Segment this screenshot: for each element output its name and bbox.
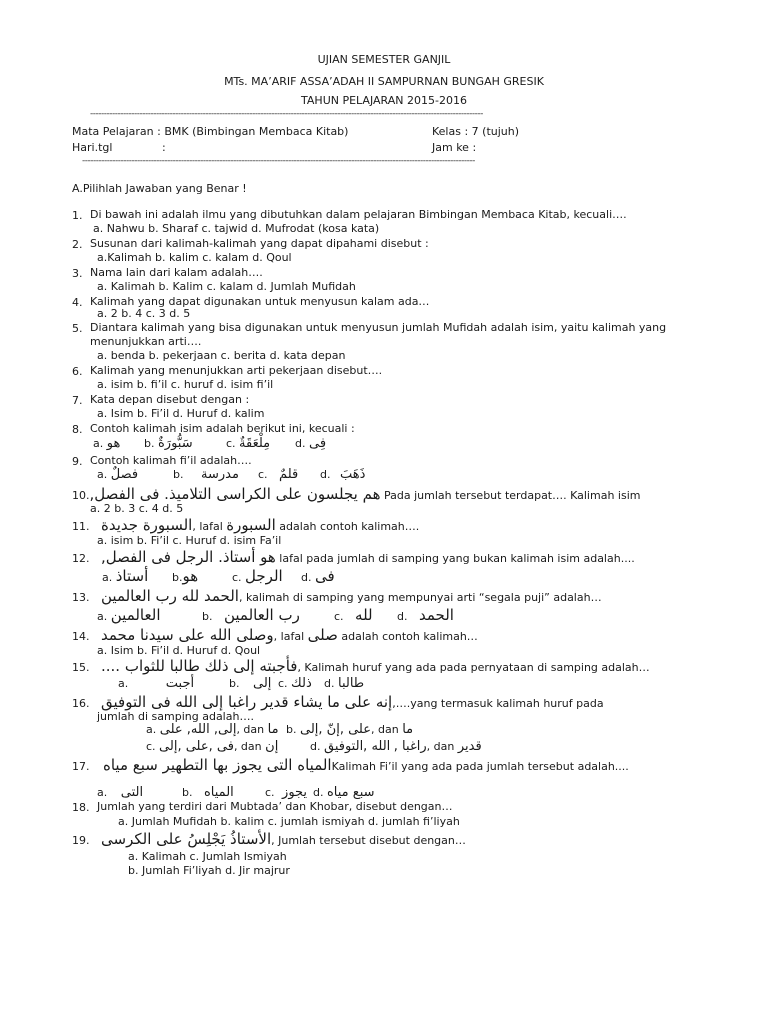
- option-a: [97, 468, 138, 482]
- question-text: Pada jumlah tersebut terdapat…. Kalimah isim: [380, 489, 641, 502]
- question-number: 1.: [72, 209, 83, 222]
- option-a: [97, 786, 143, 800]
- question-19: [72, 832, 466, 848]
- question-text: Contoh kalimah isim adalah berikut ini, kecuali :: [90, 422, 355, 435]
- day-date-colon: :: [162, 141, 166, 154]
- question-number: 8.: [72, 423, 83, 436]
- option-arabic: الله ,التوفيق: [323, 739, 391, 754]
- option-letter: b.: [286, 723, 297, 736]
- option-letter: b.: [182, 786, 193, 799]
- option-letter: d.: [324, 677, 335, 690]
- question-arabic: هم يجلسون على الكراسى التلاميذ. فى الفصل,: [89, 485, 381, 503]
- option-a: [93, 437, 120, 451]
- option-letter: d.: [301, 571, 312, 584]
- question-text: Nama lain dari kalam adalah….: [90, 266, 263, 279]
- question-options: b. Jumlah Fi’liyah d. Jir majrur: [128, 864, 290, 877]
- question-17: [72, 758, 629, 774]
- option-letter: d.: [320, 468, 331, 481]
- question-arabic-term: السبورة: [226, 516, 276, 534]
- option-a: [146, 723, 279, 737]
- option-arabic: ذَهَبَ: [339, 467, 366, 482]
- question-number: 2.: [72, 238, 83, 251]
- option-letter: a.: [97, 468, 108, 481]
- option-text: , dan: [426, 740, 455, 753]
- option-arabic: مدرسة: [200, 467, 239, 482]
- question-text: Kata depan disebut dengan :: [90, 393, 250, 406]
- question-number: 11.: [72, 520, 90, 533]
- question-options: a. Kalimah b. Kalim c. kalam d. Jumlah Mufidah: [97, 280, 356, 293]
- question-12: [72, 550, 635, 566]
- option-a: [102, 569, 148, 585]
- question-text: Kalimah Fi’il yang ada pada jumlah tersebut adalah....: [331, 760, 629, 773]
- separator-bottom: -----------------------------------------------------------------------------------------------------------------------------------------------: [82, 156, 475, 166]
- question-options: a. Jumlah Mufidah b. kalim c. jumlah ismiyah d. jumlah fi’liyah: [118, 815, 460, 828]
- option-arabic: راغبا ,: [393, 739, 427, 754]
- option-arabic: هو: [182, 567, 199, 585]
- option-arabic: إلى: [252, 676, 272, 691]
- question-number: 16.: [72, 697, 90, 710]
- option-arabic: فى: [314, 567, 335, 585]
- question-text: Susunan dari kalimah-kalimah yang dapat dipahami disebut :: [90, 237, 429, 250]
- question-text: , lafal: [273, 630, 308, 643]
- question-text: Jumlah yang terdiri dari Mubtada’ dan Khobar, disebut dengan…: [97, 800, 453, 813]
- option-d: [295, 437, 326, 451]
- question-13: [72, 589, 602, 605]
- question-number: 9.: [72, 455, 83, 468]
- option-b: [144, 437, 193, 451]
- question-text: , Kalimah huruf yang ada pada pernyataan di samping adalah…: [297, 661, 650, 674]
- option-c: [226, 437, 270, 451]
- question-number: 18.: [72, 801, 90, 814]
- question-text: Di bawah ini adalah ilmu yang dibutuhkan dalam pelajaran Bimbingan Membaca Kitab, kecuali….: [90, 208, 627, 221]
- question-text: lafal pada jumlah di samping yang bukan kalimah isim adalah....: [275, 552, 635, 565]
- question-text: , lafal: [192, 520, 227, 533]
- option-letter: b.: [144, 437, 155, 450]
- option-letter: d.: [397, 610, 408, 623]
- option-d: [301, 569, 335, 585]
- question-text: , Jumlah tersebut disebut dengan…: [271, 834, 466, 847]
- question-15: [72, 659, 650, 675]
- option-letter: a.: [97, 786, 108, 799]
- option-arabic: رب العالمين: [223, 606, 300, 624]
- option-c: [265, 786, 307, 800]
- question-arabic-term: صلى: [307, 626, 338, 644]
- option-b: [229, 677, 271, 691]
- question-arabic: إنه على ما يشاء قدير راغبا إلى الله فى التوفيق: [101, 693, 393, 711]
- subject-label: Mata Pelajaran : BMK (Bimbingan Membaca Kitab): [72, 125, 349, 138]
- option-b: [202, 608, 300, 624]
- question-options: a.Kalimah b. kalim c. kalam d. Qoul: [97, 251, 292, 264]
- option-b: [173, 468, 239, 482]
- option-d: [397, 608, 454, 624]
- option-text: , dan: [236, 723, 265, 736]
- option-arabic: فصلٌ: [110, 467, 139, 482]
- option-arabic: العالمين: [110, 606, 161, 624]
- exam-title: UJIAN SEMESTER GANJIL: [317, 53, 451, 66]
- option-letter: b.: [202, 610, 213, 623]
- question-text: Kalimah yang dapat digunakan untuk menyusun kalam ada…: [90, 295, 430, 308]
- option-letter: c.: [258, 468, 268, 481]
- option-letter: a.: [93, 437, 104, 450]
- option-arabic: يجوز: [282, 785, 308, 800]
- option-letter: c.: [278, 677, 288, 690]
- question-number: 15.: [72, 661, 90, 674]
- question-text: adalah contoh kalimah….: [275, 520, 420, 533]
- question-options: a. Kalimah c. Jumlah Ismiyah: [128, 850, 287, 863]
- option-arabic: سَبُّورَةٌ: [157, 436, 193, 451]
- option-letter: a.: [97, 610, 108, 623]
- question-number: 7.: [72, 394, 83, 407]
- question-arabic: الأستاذُ يَجْلِسُ على الكرسى: [101, 830, 272, 848]
- option-text: , dan: [370, 723, 399, 736]
- question-text: ,….yang termasuk kalimah huruf pada: [392, 697, 604, 710]
- question-number: 5.: [72, 322, 83, 335]
- option-letter: d.: [313, 786, 324, 799]
- option-letter: b.: [173, 468, 184, 481]
- option-letter: c.: [232, 571, 242, 584]
- question-number: 17.: [72, 760, 90, 773]
- option-letter: c.: [146, 740, 156, 753]
- option-arabic: قلمٌ: [279, 467, 299, 482]
- option-c: [334, 608, 373, 624]
- question-arabic: فأجبته إلى ذلك طالبا للثواب ....: [101, 657, 298, 675]
- question-number: 13.: [72, 591, 90, 604]
- question-text: Kalimah yang menunjukkan arti pekerjaan disebut….: [90, 364, 383, 377]
- question-number: 19.: [72, 834, 90, 847]
- option-arabic: المياه: [203, 785, 234, 800]
- option-c: [232, 569, 283, 585]
- school-name: MTs. MA’ARIF ASSA’ADAH II SAMPURNAN BUNGAH GRESIK: [224, 75, 544, 88]
- option-b: [182, 786, 234, 800]
- question-16: [72, 695, 604, 711]
- option-arabic: ما: [402, 722, 414, 737]
- option-arabic: ذلك: [291, 676, 312, 691]
- question-options: a. 2 b. 4 c. 3 d. 5: [97, 307, 191, 320]
- option-letter: b.: [229, 677, 240, 690]
- question-options: a. Nahwu b. Sharaf c. tajwid d. Mufrodat (kosa kata): [93, 222, 380, 235]
- option-a: [118, 677, 194, 691]
- option-letter: d.: [310, 740, 321, 753]
- option-c: [258, 468, 298, 482]
- option-arabic: طالبا: [337, 676, 365, 691]
- option-arabic: التى: [120, 785, 144, 800]
- section-title: A.Pilihlah Jawaban yang Benar !: [72, 182, 247, 195]
- option-arabic: فى ,على ,إلى: [159, 739, 234, 754]
- question-options: a. benda b. pekerjaan c. berita d. kata depan: [97, 349, 346, 362]
- question-options: a. Isim b. Fi’il d. Huruf d. kalim: [97, 407, 265, 420]
- option-arabic: الحمد: [418, 606, 454, 624]
- question-options: a. 2 b. 3 c. 4 d. 5: [90, 502, 184, 515]
- question-10: [72, 487, 640, 503]
- question-number: 12.: [72, 552, 90, 565]
- option-a: [97, 608, 160, 624]
- question-number: 6.: [72, 365, 83, 378]
- question-11: [72, 518, 419, 534]
- option-c: [146, 740, 278, 754]
- question-text-cont: menunjukkan arti….: [90, 335, 202, 348]
- option-c: [278, 677, 312, 691]
- option-arabic: إلى, الله, على: [159, 722, 237, 737]
- option-arabic: على ,إنّ ,إلى: [299, 722, 371, 737]
- option-letter: c.: [226, 437, 236, 450]
- option-d: [320, 468, 365, 482]
- option-b: [172, 569, 198, 585]
- question-text: Contoh kalimah fi’il adalah….: [90, 454, 252, 467]
- option-arabic: ما: [267, 722, 279, 737]
- question-arabic: الحمد لله رب العالمين: [101, 587, 239, 605]
- option-d: [313, 786, 375, 800]
- option-arabic: أجبت: [165, 676, 195, 691]
- question-number: 10.: [72, 489, 90, 502]
- option-arabic: مِلْعَقَةٌ: [239, 436, 271, 451]
- question-options: a. isim b. fi’il c. huruf d. isim fi’il: [97, 378, 274, 391]
- option-arabic: سبع مياه: [326, 785, 375, 800]
- question-14: [72, 628, 478, 644]
- option-letter: d.: [295, 437, 306, 450]
- option-letter: b.: [172, 571, 183, 584]
- option-arabic: هو: [106, 436, 121, 451]
- option-arabic: إن: [265, 739, 279, 754]
- academic-year: TAHUN PELAJARAN 2015-2016: [301, 94, 467, 107]
- option-arabic: لله: [355, 606, 373, 624]
- question-arabic: هو أستاذ. الرجل فى الفصل,: [101, 548, 276, 566]
- question-arabic: المياه التى يجوز بها التطهير سبع مياه: [103, 756, 332, 774]
- question-number: 14.: [72, 630, 90, 643]
- option-letter: c.: [334, 610, 344, 623]
- question-text: adalah contoh kalimah…: [337, 630, 478, 643]
- separator-top: -----------------------------------------------------------------------------------------------------------------------------------------------: [90, 109, 483, 119]
- option-d: [324, 677, 364, 691]
- class-label: Kelas : 7 (tujuh): [432, 125, 520, 138]
- question-number: 4.: [72, 296, 83, 309]
- option-arabic: فِى: [308, 436, 327, 451]
- question-number: 3.: [72, 267, 83, 280]
- question-arabic: السبورة جديدة: [101, 516, 193, 534]
- day-date-label: Hari.tgl: [72, 141, 113, 154]
- period-label: Jam ke :: [432, 141, 477, 154]
- option-b: [286, 723, 413, 737]
- option-letter: c.: [265, 786, 275, 799]
- option-arabic: أستاذ: [115, 567, 149, 585]
- question-options: a. Isim b. Fi’il d. Huruf d. Qoul: [97, 644, 261, 657]
- question-options: a. isim b. Fi’il c. Huruf d. isim Fa’il: [97, 534, 282, 547]
- option-letter: a.: [102, 571, 113, 584]
- option-letter: a.: [118, 677, 129, 690]
- option-arabic: الرجل: [245, 567, 283, 585]
- question-text: , kalimah di samping yang mempunyai arti “segala puji” adalah…: [238, 591, 602, 604]
- option-letter: a.: [146, 723, 157, 736]
- option-d: [310, 740, 482, 754]
- option-arabic: قدير: [457, 739, 482, 754]
- question-text: Diantara kalimah yang bisa digunakan untuk menyusun jumlah Mufidah adalah isim, yaitu kalimah yang: [90, 321, 667, 334]
- option-text: , dan: [233, 740, 262, 753]
- question-text-cont: jumlah di samping adalah….: [97, 710, 254, 723]
- question-arabic: وصلى الله على سيدنا محمد: [101, 626, 274, 644]
